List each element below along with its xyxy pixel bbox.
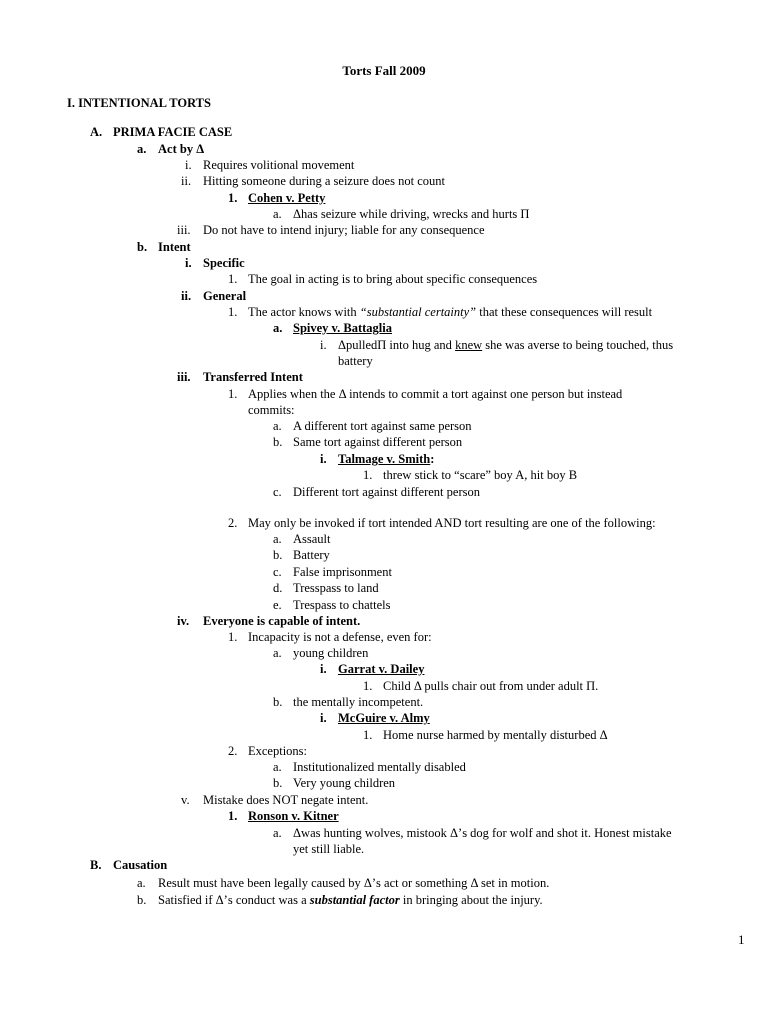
outline-item: Δhas seizure while driving, wrecks and hurts Π bbox=[293, 207, 530, 221]
outline-item: Different tort against different person bbox=[293, 485, 480, 499]
outline-marker: a. bbox=[273, 321, 283, 335]
outline-item bbox=[338, 451, 434, 467]
outline-marker: a. bbox=[273, 646, 282, 660]
outline-marker: a. bbox=[273, 207, 282, 221]
outline-marker: b. bbox=[273, 695, 283, 709]
emphasis-text: substantial factor bbox=[309, 893, 400, 907]
outline-item: Same tort against different person bbox=[293, 435, 463, 449]
page-number: 1 bbox=[738, 932, 745, 947]
outline-item bbox=[338, 337, 673, 353]
text-run: : bbox=[430, 452, 435, 466]
outline-marker: 2. bbox=[228, 744, 238, 758]
outline-item: Incapacity is not a defense, even for: bbox=[248, 630, 432, 644]
outline-marker: A. bbox=[90, 125, 103, 139]
outline-item: young children bbox=[293, 646, 369, 660]
text-run: she was averse to being touched, thus bbox=[482, 338, 674, 352]
list-item: Tresspass to land bbox=[293, 581, 379, 595]
outline-item-continuation: yet still liable. bbox=[293, 842, 365, 856]
outline-item: Child Δ pulls chair out from under adult Π. bbox=[383, 679, 599, 693]
outline-marker: a. bbox=[273, 760, 282, 774]
text-run: that these consequences will result bbox=[476, 305, 653, 319]
outline-marker: 1. bbox=[228, 387, 238, 401]
section-heading: I. INTENTIONAL TORTS bbox=[67, 96, 211, 110]
outline-item: Hitting someone during a seizure does not count bbox=[203, 174, 445, 188]
outline-marker: c. bbox=[273, 565, 282, 579]
outline-marker: 1. bbox=[363, 728, 373, 742]
case-name: McGuire v. Almy bbox=[338, 711, 430, 725]
outline-item bbox=[248, 304, 652, 320]
underlined-text: knew bbox=[455, 338, 483, 352]
case-name: Talmage v. Smith bbox=[338, 452, 431, 466]
outline-marker: b. bbox=[273, 435, 283, 449]
text-run: Satisfied if Δ’s conduct was a bbox=[158, 893, 310, 907]
list-item: Assault bbox=[293, 532, 331, 546]
outline-heading: Intent bbox=[158, 240, 191, 254]
outline-heading: Everyone is capable of intent. bbox=[203, 614, 361, 628]
document-title: Torts Fall 2009 bbox=[342, 63, 426, 78]
outline-marker: 1. bbox=[363, 679, 373, 693]
outline-item: May only be invoked if tort intended AND tort resulting are one of the following: bbox=[248, 516, 656, 530]
outline-item: Requires volitional movement bbox=[203, 158, 355, 172]
outline-heading: Act by Δ bbox=[158, 142, 205, 156]
outline-marker: v. bbox=[181, 793, 190, 807]
outline-marker: i. bbox=[185, 158, 192, 172]
outline-marker: 1. bbox=[363, 468, 373, 482]
case-name: Ronson v. Kitner bbox=[248, 809, 339, 823]
outline-item: Applies when the Δ intends to commit a tort against one person but instead bbox=[248, 387, 623, 401]
outline-marker: b. bbox=[137, 240, 148, 254]
outline-marker: d. bbox=[273, 581, 283, 595]
outline-marker: a. bbox=[137, 142, 147, 156]
outline-item: Mistake does NOT negate intent. bbox=[203, 793, 369, 807]
outline-item: Very young children bbox=[293, 776, 396, 790]
outline-marker: 1. bbox=[228, 305, 238, 319]
outline-item-continuation: commits: bbox=[248, 403, 295, 417]
outline-marker: iii. bbox=[177, 370, 191, 384]
outline-marker: iii. bbox=[177, 223, 191, 237]
outline-heading: Transferred Intent bbox=[203, 370, 303, 384]
outline-marker: i. bbox=[320, 662, 327, 676]
emphasis-text: “substantial certainty” bbox=[359, 305, 477, 319]
outline-marker: b. bbox=[273, 776, 283, 790]
outline-marker: ii. bbox=[181, 174, 192, 188]
outline-marker: 1. bbox=[228, 630, 238, 644]
outline-item-continuation: battery bbox=[338, 354, 373, 368]
outline-marker: 2. bbox=[228, 516, 238, 530]
outline-item: Do not have to intend injury; liable for any consequence bbox=[203, 223, 485, 237]
outline-heading: General bbox=[203, 289, 247, 303]
list-item: False imprisonment bbox=[293, 565, 392, 579]
outline-marker: 1. bbox=[228, 809, 238, 823]
outline-marker: i. bbox=[320, 338, 327, 352]
outline-item: Home nurse harmed by mentally disturbed Δ bbox=[383, 728, 608, 742]
list-item: Battery bbox=[293, 548, 330, 562]
subsection-heading: PRIMA FACIE CASE bbox=[113, 125, 233, 139]
outline-marker: b. bbox=[273, 548, 283, 562]
text-run: ΔpulledΠ into hug and bbox=[338, 338, 456, 352]
outline-item: the mentally incompetent. bbox=[293, 695, 424, 709]
outline-item bbox=[158, 892, 543, 908]
outline-marker: a. bbox=[137, 876, 146, 890]
case-name: Garrat v. Dailey bbox=[338, 662, 425, 676]
outline-marker: a. bbox=[273, 419, 282, 433]
outline-item: Institutionalized mentally disabled bbox=[293, 760, 466, 774]
outline-heading: Specific bbox=[203, 256, 245, 270]
outline-marker: i. bbox=[185, 256, 192, 270]
outline-marker: ii. bbox=[181, 289, 192, 303]
outline-marker: b. bbox=[137, 893, 147, 907]
outline-marker: a. bbox=[273, 826, 282, 840]
subsection-heading: Causation bbox=[113, 858, 168, 872]
outline-marker: B. bbox=[90, 858, 102, 872]
outline-marker: i. bbox=[320, 711, 327, 725]
outline-marker: 1. bbox=[228, 272, 238, 286]
outline-item: A different tort against same person bbox=[293, 419, 472, 433]
outline-marker: iv. bbox=[177, 614, 190, 628]
outline-marker: 1. bbox=[228, 191, 238, 205]
outline-item: The goal in acting is to bring about specific consequences bbox=[248, 272, 538, 286]
list-item: Trespass to chattels bbox=[293, 598, 391, 612]
case-name: Spivey v. Battaglia bbox=[293, 321, 392, 335]
outline-marker: a. bbox=[273, 532, 282, 546]
outline-marker: c. bbox=[273, 485, 282, 499]
text-run: in bringing about the injury. bbox=[399, 893, 543, 907]
outline-item: Result must have been legally caused by Δ’s act or something Δ set in motion. bbox=[158, 876, 550, 890]
outline-item: Δwas hunting wolves, mistook Δ’s dog for wolf and shot it. Honest mistake bbox=[293, 826, 672, 840]
outline-item: threw stick to “scare” boy A, hit boy B bbox=[383, 468, 578, 482]
outline-item: Exceptions: bbox=[248, 744, 308, 758]
outline-marker: e. bbox=[273, 598, 282, 612]
case-name: Cohen v. Petty bbox=[248, 191, 326, 205]
outline-marker: i. bbox=[320, 452, 327, 466]
text-run: The actor knows with bbox=[248, 305, 360, 319]
